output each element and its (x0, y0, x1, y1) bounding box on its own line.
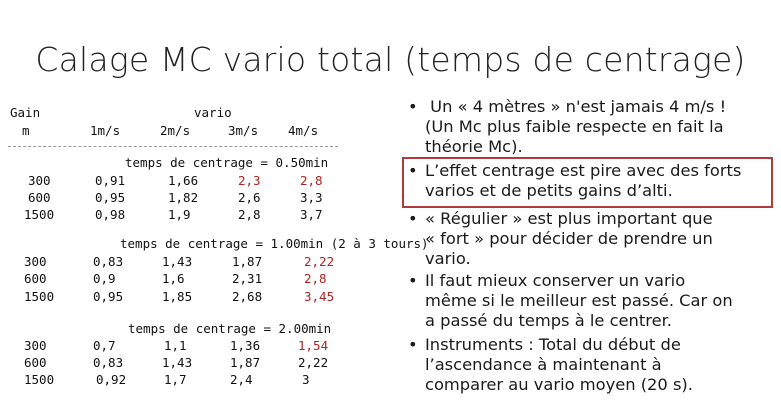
bullet-line: vario. (425, 249, 471, 268)
table-cell: 1,85 (162, 289, 193, 304)
table-cell: 2,22 (304, 254, 335, 269)
bullet-line: varios et de petits gains d’alti. (425, 181, 673, 200)
bullet-text (425, 209, 780, 269)
column-header: 3m/s (228, 123, 259, 138)
table-cell: 0,83 (93, 355, 124, 370)
table-cell: 3,3 (300, 190, 323, 205)
bullet-dot: • (408, 161, 418, 180)
table-cell: 0,7 (93, 338, 116, 353)
table-cell: 1,43 (162, 254, 193, 269)
table-cell: 0,95 (95, 190, 126, 205)
column-header: 2m/s (160, 123, 191, 138)
table-cell: 2,3 (238, 173, 261, 188)
table-cell: 1500 (24, 289, 55, 304)
table-cell: 2,6 (238, 190, 261, 205)
table-cell: 0,91 (95, 173, 126, 188)
table-cell: 2,68 (232, 289, 263, 304)
table-cell: 2,31 (232, 271, 263, 286)
table-cell: 3 (302, 372, 310, 387)
table-cell: 0,9 (93, 271, 116, 286)
bullet-line: L’effet centrage est pire avec des forts (425, 161, 742, 180)
table-cell: 0,95 (93, 289, 124, 304)
bullet-line: théorie Mc). (425, 137, 523, 156)
table-cell: 2,4 (230, 372, 253, 387)
bullet-line: comparer au vario moyen (20 s). (425, 375, 693, 394)
vario-header: vario (194, 105, 232, 120)
bullet-text (425, 161, 780, 201)
table-cell: 2,8 (300, 173, 323, 188)
table-cell: 1,87 (232, 254, 263, 269)
bullet-line: Il faut mieux conserver un vario (425, 271, 686, 290)
mc-table (0, 100, 429, 416)
bullet-line: « fort » pour décider de prendre un (425, 229, 713, 248)
table-cell: 1,6 (162, 271, 185, 286)
table-cell: 1500 (24, 372, 55, 387)
bullet-line: Instruments : Total du début de (425, 335, 681, 354)
table-cell: 600 (24, 355, 47, 370)
table-cell: 1,9 (168, 207, 191, 222)
table-cell: 300 (24, 338, 47, 353)
bullet-line: même si le meilleur est passé. Car on (425, 291, 733, 310)
table-divider (8, 146, 338, 147)
table-cell: 1,1 (164, 338, 187, 353)
bullet-line: a passé du temps à le centrer. (425, 311, 672, 330)
table-cell: 600 (28, 190, 51, 205)
table-cell: 3,45 (304, 289, 335, 304)
page-title: Calage MC vario total (temps de centrage) (35, 40, 746, 79)
column-header: 4m/s (288, 123, 319, 138)
table-cell: 300 (28, 173, 51, 188)
bullet-text (425, 335, 780, 395)
table-cell: 1500 (24, 207, 55, 222)
column-header: 1m/s (90, 123, 121, 138)
bullet-text (425, 271, 780, 331)
bullet-line: (Un Mc plus faible respecte en fait la (425, 117, 724, 136)
table-cell: 0,92 (96, 372, 127, 387)
table-cell: 2,8 (238, 207, 261, 222)
table-cell: 600 (24, 271, 47, 286)
section-label: temps de centrage = 2.00min (128, 321, 332, 336)
bullet-dot: • (408, 271, 418, 290)
gain-header: Gain (10, 105, 41, 120)
bullet-text (425, 97, 780, 157)
table-cell: 1,82 (168, 190, 199, 205)
table-cell: 300 (24, 254, 47, 269)
table-cell: 1,36 (230, 338, 261, 353)
table-cell: 1,43 (162, 355, 193, 370)
table-cell: 2,8 (304, 271, 327, 286)
table-cell: 2,22 (298, 355, 329, 370)
bullet-dot: • (408, 335, 418, 354)
gain-unit: m (22, 123, 30, 138)
section-label: temps de centrage = 1.00min (2 à 3 tours) (120, 236, 429, 251)
table-cell: 1,87 (230, 355, 261, 370)
section-label: temps de centrage = 0.50min (125, 155, 329, 170)
table-cell: 3,7 (300, 207, 323, 222)
bullet-line: « Régulier » est plus important que (425, 209, 713, 228)
table-cell: 0,98 (95, 207, 126, 222)
bullet-dot: • (408, 97, 418, 116)
bullet-line: Un « 4 mètres » n'est jamais 4 m/s ! (425, 97, 727, 116)
bullet-line: l’ascendance à maintenant à (425, 355, 662, 374)
table-cell: 1,54 (298, 338, 329, 353)
table-cell: 1,7 (164, 372, 187, 387)
table-cell: 0,83 (93, 254, 124, 269)
table-cell: 1,66 (168, 173, 199, 188)
bullet-dot: • (408, 209, 418, 228)
